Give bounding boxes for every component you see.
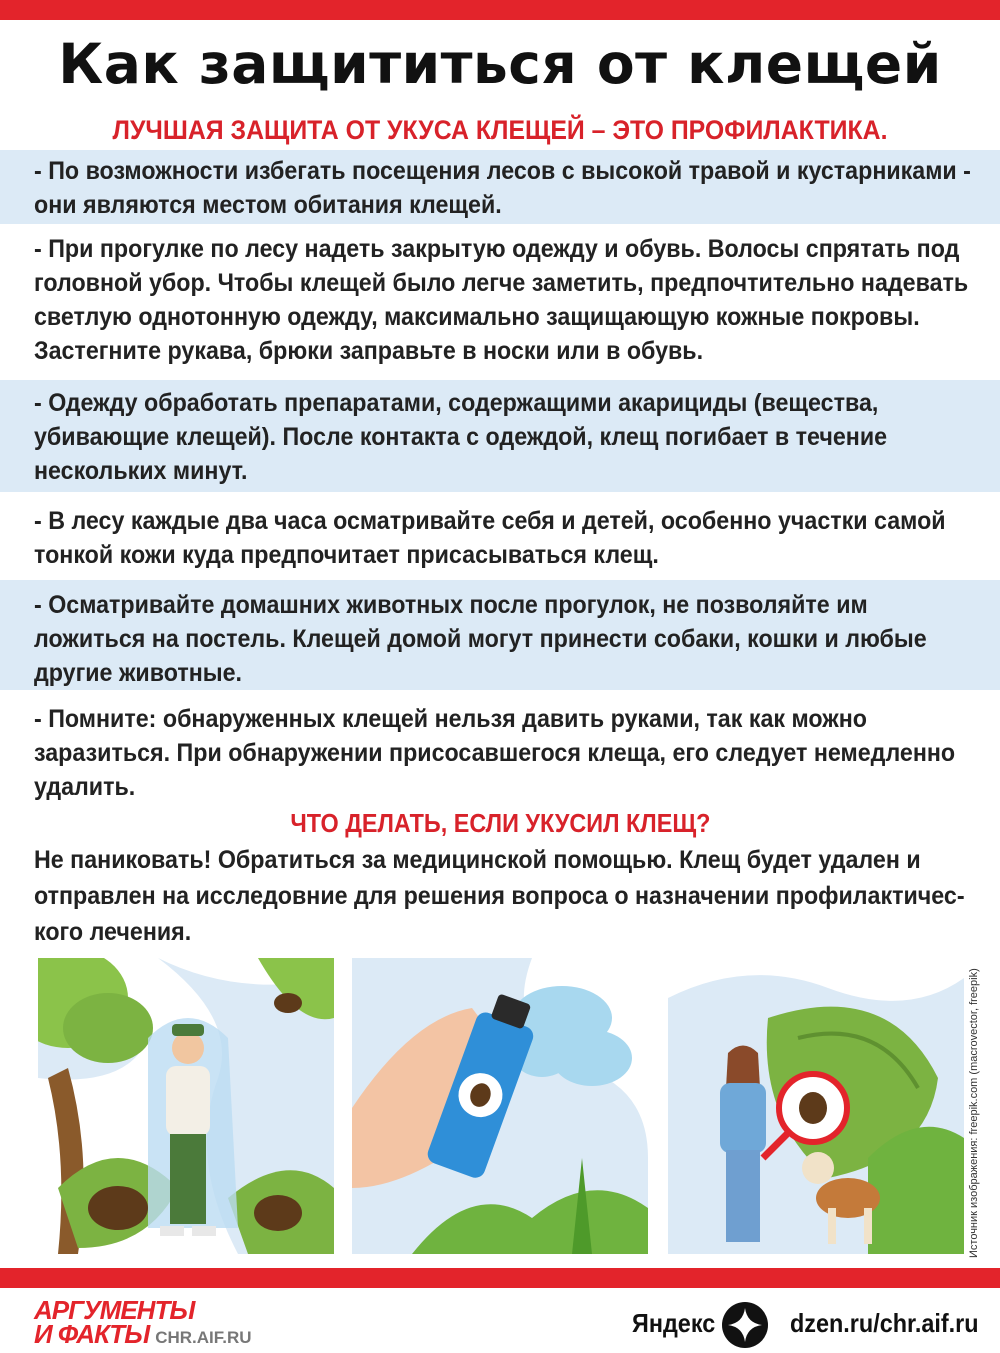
top-red-bar <box>0 0 1000 20</box>
tip-1: - По возможности избегать посещения лесов с высокой травой и кустарниками - они являются местом обитания клещей. <box>0 150 1000 224</box>
bite-paragraph: Не паниковать! Обратиться за медицинской помощью. Клещ будет удален и отправлен на исследовние для решения вопроса о назначении профилактичес- кого лечения. <box>34 846 965 946</box>
tip-4: - В лесу каждые два часа осматривайте себя и детей, особенно участки самой тонкой кожи куда предпочитает присасываться клещ. <box>34 507 946 569</box>
yandex-label: Яндекс <box>632 1308 716 1338</box>
aif-logo[interactable]: АРГУМЕНТЫ И ФАКТЫ CHR.AIF.RU <box>34 1295 252 1349</box>
page-subtitle: ЛУЧШАЯ ЗАЩИТА ОТ УКУСА КЛЕЩЕЙ – ЭТО ПРОФИЛАКТИКА. <box>112 115 888 145</box>
illustration-spray <box>352 958 648 1254</box>
illustration-hiker <box>38 958 334 1254</box>
tip-5: - Осматривайте домашних животных после прогулок, не позволяйте им ложиться на постель. Клещей домой могут принести собаки, кошки и любые другие животные. <box>0 580 1000 690</box>
tip-2: - При прогулке по лесу надеть закрытую одежду и обувь. Волосы спрятать под головной убор. Чтобы клещей было легче заметить, предпочтительно надевать светлую однотонную одежду, максимально защищающую кожные покровы. Застегните рукава, брюки заправьте в носки или в обувь. <box>34 235 969 365</box>
image-credit: Источник изображения: freepik.com (macrovector, freepik) <box>968 968 980 1258</box>
dzen-link[interactable]: dzen.ru/chr.aif.ru <box>790 1308 979 1338</box>
bottom-red-bar <box>0 1268 1000 1288</box>
page-title: Как защититься от клещей <box>58 32 942 96</box>
zen-icon[interactable] <box>722 1302 768 1348</box>
tip-3: - Одежду обработать препаратами, содержащими акарициды (вещества, убивающие клещей). После контакта с одеждой, клещ погибает в течение нескольких минут. <box>0 380 1000 492</box>
illustration-dog-check <box>668 958 964 1254</box>
bite-heading: ЧТО ДЕЛАТЬ, ЕСЛИ УКУСИЛ КЛЕЩ? <box>289 808 711 838</box>
tip-6: - Помните: обнаруженных клещей нельзя давить руками, так как можно заразиться. При обнаружении присосавшегося клеща, его следует немедленно удалить. <box>34 705 956 801</box>
